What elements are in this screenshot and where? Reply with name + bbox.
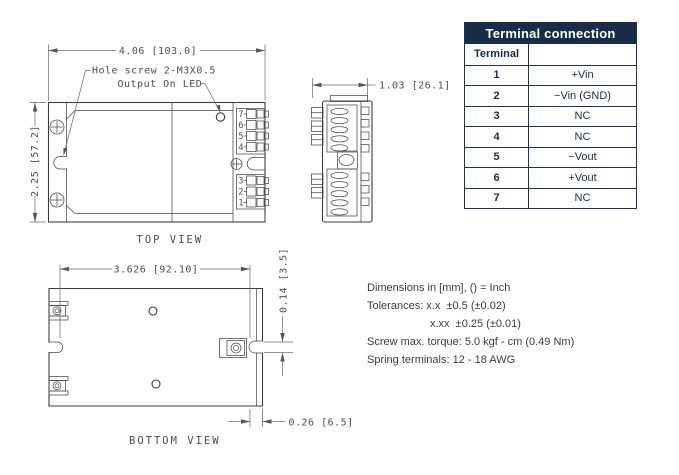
note-torque: Screw max. torque: 5.0 kgf - cm (0.49 Nm) [367,336,575,348]
terminal-number: 2 [238,187,244,198]
table-row [465,126,636,147]
terminal-number-cell: 5 [465,148,529,168]
terminal-function-cell: NC [574,130,591,143]
terminal-function-cell: −Vout [568,151,597,164]
side-left-tabs [312,108,324,199]
right-notch [249,341,263,353]
terminal-block-upper [237,109,269,155]
dimension-top-height [30,103,47,223]
table-row [465,147,636,168]
output-led-callout [118,79,222,113]
dimension-bottom-width [60,265,250,339]
top-view-title: TOP VIEW [136,234,204,246]
table-title: Terminal connection [465,23,636,44]
terminal-number-cell: 2 [465,86,529,106]
dimension-edge-offset [228,409,354,429]
left-notch [54,157,67,170]
dimension-notch-depth [264,248,293,376]
mount-bracket [49,302,68,321]
right-notch [247,158,265,171]
note-tolerance-1: Tolerances: x.x ±0.5 (±0.02) [367,300,506,312]
screw-icon [50,120,64,134]
terminal-function-cell: +Vin [571,69,594,82]
svg-text:2.25 [57.2]: 2.25 [57.2] [30,125,41,197]
side-connector-upper [327,105,357,152]
terminal-number-cell: 7 [465,189,529,209]
svg-text:0.14 [3.5]: 0.14 [3.5] [278,247,290,313]
terminal-function-cell: +Vout [568,171,597,184]
svg-text:Hole screw 2-M3X0.5: Hole screw 2-M3X0.5 [92,65,216,77]
mount-bracket [49,377,68,396]
terminal-number: 6 [238,121,244,132]
note-wire-gauge: Spring terminals: 12 - 18 AWG [367,354,516,366]
terminal-connection-table [464,22,637,209]
terminal-number: 7 [238,110,244,121]
terminal-number-cell: 1 [465,66,529,86]
side-view [312,78,451,222]
svg-text:4.06 [103.0]: 4.06 [103.0] [118,46,198,57]
table-row [465,188,636,209]
led-indicator [216,113,224,121]
screw-icon [231,159,242,170]
terminal-number: 1 [238,198,244,209]
side-right-tabs [361,107,369,206]
side-latch [338,151,358,169]
terminal-function-cell: −Vin (GND) [554,89,611,102]
svg-text:Output On LED: Output On LED [117,79,203,90]
side-connector-lower [327,169,357,216]
top-view [30,45,269,247]
pin-hole [149,307,157,315]
mount-bracket-right [220,339,247,358]
terminal-number: 4 [238,143,244,154]
table-row [465,65,636,86]
bottom-view-title: BOTTOM VIEW [129,435,221,447]
note-tolerance-2: x.xx ±0.25 (±0.01) [430,318,521,330]
terminal-number-cell: 3 [465,107,529,127]
svg-text:1.03 [26.1]: 1.03 [26.1] [379,80,451,92]
svg-text:0.26 [6.5]: 0.26 [6.5] [288,417,354,429]
column-header-function [529,44,636,65]
svg-text:3.626 [92.10]: 3.626 [92.10] [113,264,199,276]
table-row [465,85,636,106]
terminal-function-cell: NC [574,110,591,123]
note-units: Dimensions in [mm], () = Inch [367,282,511,294]
terminal-block-lower [237,175,269,210]
table-row [465,167,636,188]
terminal-number-cell: 6 [465,168,529,188]
table-header-row [465,44,636,65]
column-header-terminal: Terminal [465,44,529,65]
terminal-number-cell: 4 [465,127,529,147]
table-row [465,106,636,127]
screw-icon [50,193,64,207]
left-notch [49,342,63,353]
bottom-view [49,248,354,447]
terminal-number: 3 [238,176,244,187]
terminal-function-cell: NC [574,192,591,205]
pin-hole [152,380,160,388]
dimension-side-width [313,78,451,98]
dimension-notes [367,279,574,369]
terminal-number: 5 [238,132,244,143]
